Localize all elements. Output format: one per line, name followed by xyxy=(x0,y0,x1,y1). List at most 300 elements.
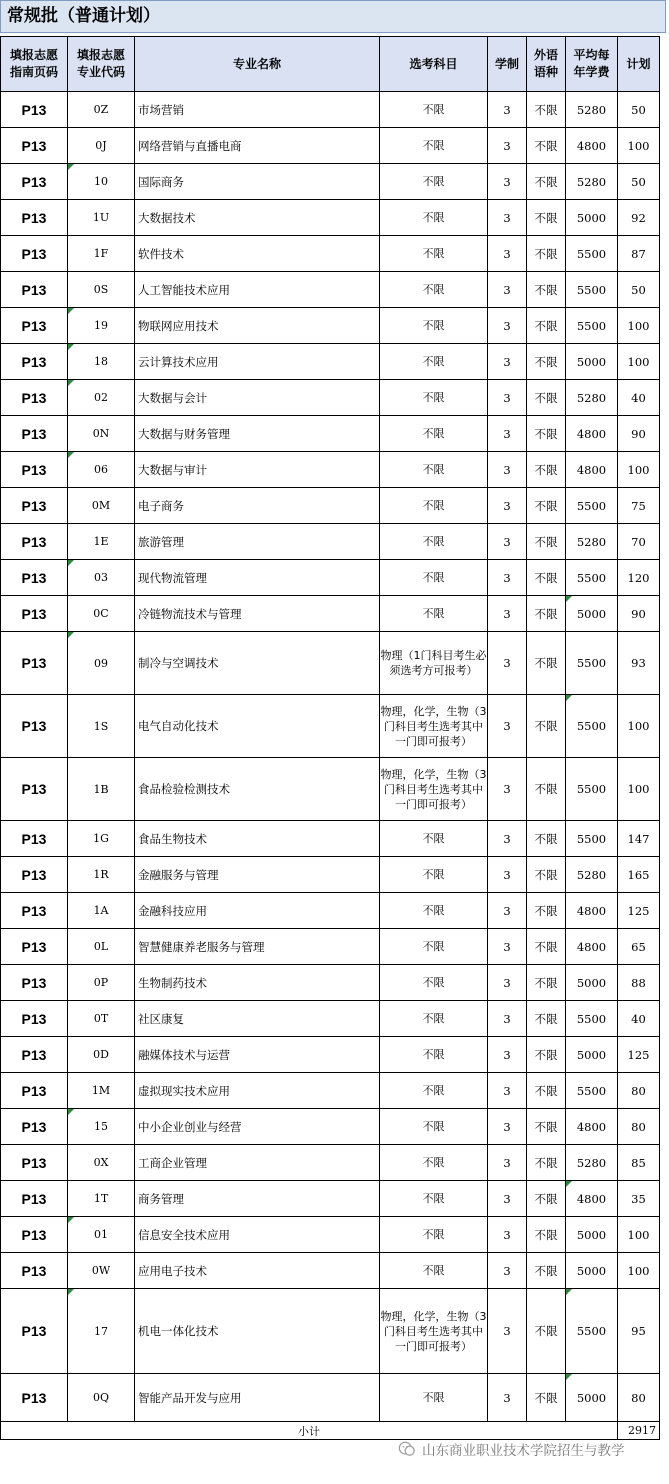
fee-cell: 4800 xyxy=(566,1109,618,1145)
major-code-cell: 0L xyxy=(68,929,135,965)
fee-cell: 5000 xyxy=(566,1217,618,1253)
plan-cell: 100 xyxy=(618,128,660,164)
table-row xyxy=(1,893,660,929)
guide-page-cell: P13 xyxy=(1,308,68,344)
language-cell: 不限 xyxy=(527,821,566,857)
subject-cell: 不限 xyxy=(380,236,488,272)
fee-cell: 5280 xyxy=(566,380,618,416)
years-cell: 3 xyxy=(488,1145,527,1181)
subject-cell: 不限 xyxy=(380,560,488,596)
years-cell: 3 xyxy=(488,695,527,758)
subject-cell: 不限 xyxy=(380,416,488,452)
major-name-cell: 金融科技应用 xyxy=(135,893,380,929)
table-row xyxy=(1,344,660,380)
major-name-cell: 信息安全技术应用 xyxy=(135,1217,380,1253)
table-row xyxy=(1,308,660,344)
guide-page-cell: P13 xyxy=(1,560,68,596)
major-code-cell: 0D xyxy=(68,1037,135,1073)
plan-cell: 90 xyxy=(618,596,660,632)
fee-cell: 4800 xyxy=(566,893,618,929)
major-name-cell: 食品生物技术 xyxy=(135,821,380,857)
plan-cell: 165 xyxy=(618,857,660,893)
years-cell: 3 xyxy=(488,929,527,965)
major-name-cell: 软件技术 xyxy=(135,236,380,272)
subject-cell: 不限 xyxy=(380,308,488,344)
table-row xyxy=(1,758,660,821)
years-cell: 3 xyxy=(488,1181,527,1217)
fee-cell: 5500 xyxy=(566,695,618,758)
years-cell: 3 xyxy=(488,1037,527,1073)
years-cell: 3 xyxy=(488,1217,527,1253)
years-cell: 3 xyxy=(488,416,527,452)
fee-cell: 5000 xyxy=(566,1374,618,1422)
years-cell: 3 xyxy=(488,380,527,416)
years-cell: 3 xyxy=(488,893,527,929)
language-cell: 不限 xyxy=(527,272,566,308)
language-cell: 不限 xyxy=(527,1374,566,1422)
language-cell: 不限 xyxy=(527,857,566,893)
guide-page-cell: P13 xyxy=(1,128,68,164)
header-subject: 选考科目 xyxy=(380,37,488,92)
years-cell: 3 xyxy=(488,596,527,632)
guide-page-cell: P13 xyxy=(1,596,68,632)
plan-cell: 100 xyxy=(618,1253,660,1289)
major-code-cell: 1A xyxy=(68,893,135,929)
table-row xyxy=(1,560,660,596)
years-cell: 3 xyxy=(488,1374,527,1422)
table-header-row xyxy=(1,37,660,92)
major-name-cell: 食品检验检测技术 xyxy=(135,758,380,821)
subject-cell: 不限 xyxy=(380,452,488,488)
major-code-cell: 1F xyxy=(68,236,135,272)
years-cell: 3 xyxy=(488,632,527,695)
language-cell: 不限 xyxy=(527,524,566,560)
major-code-cell: 10 xyxy=(68,164,135,200)
table-row xyxy=(1,416,660,452)
subject-cell: 不限 xyxy=(380,929,488,965)
major-code-cell: 15 xyxy=(68,1109,135,1145)
years-cell: 3 xyxy=(488,452,527,488)
guide-page-cell: P13 xyxy=(1,380,68,416)
guide-page-cell: P13 xyxy=(1,857,68,893)
major-code-cell: 1R xyxy=(68,857,135,893)
table-row xyxy=(1,452,660,488)
fee-cell: 5280 xyxy=(566,1145,618,1181)
fee-cell: 5280 xyxy=(566,164,618,200)
fee-cell: 5000 xyxy=(566,200,618,236)
major-code-cell: 1E xyxy=(68,524,135,560)
plan-cell: 100 xyxy=(618,1217,660,1253)
wechat-icon xyxy=(398,1440,416,1458)
fee-cell: 4800 xyxy=(566,128,618,164)
fee-cell: 4800 xyxy=(566,929,618,965)
language-cell: 不限 xyxy=(527,1217,566,1253)
table-row xyxy=(1,1145,660,1181)
subject-cell: 不限 xyxy=(380,821,488,857)
fee-cell: 5500 xyxy=(566,488,618,524)
language-cell: 不限 xyxy=(527,758,566,821)
enrollment-plan-table xyxy=(0,36,660,1440)
language-cell: 不限 xyxy=(527,1073,566,1109)
fee-cell: 5500 xyxy=(566,1001,618,1037)
plan-cell: 125 xyxy=(618,1037,660,1073)
subject-cell: 不限 xyxy=(380,965,488,1001)
fee-cell: 5500 xyxy=(566,1073,618,1109)
header-major-name: 专业名称 xyxy=(135,37,380,92)
table-row xyxy=(1,488,660,524)
years-cell: 3 xyxy=(488,92,527,128)
guide-page-cell: P13 xyxy=(1,92,68,128)
guide-page-cell: P13 xyxy=(1,695,68,758)
subject-cell: 不限 xyxy=(380,524,488,560)
plan-cell: 75 xyxy=(618,488,660,524)
fee-cell: 5500 xyxy=(566,758,618,821)
page-title: 常规批（普通计划） xyxy=(0,0,666,33)
watermark-text: 山东商业职业技术学院招生与教学 xyxy=(422,1443,625,1459)
plan-cell: 80 xyxy=(618,1109,660,1145)
language-cell: 不限 xyxy=(527,1253,566,1289)
table-row xyxy=(1,92,660,128)
table-row xyxy=(1,1374,660,1422)
major-name-cell: 中小企业创业与经营 xyxy=(135,1109,380,1145)
subject-cell: 不限 xyxy=(380,1109,488,1145)
guide-page-cell: P13 xyxy=(1,821,68,857)
years-cell: 3 xyxy=(488,1073,527,1109)
guide-page-cell: P13 xyxy=(1,1145,68,1181)
plan-cell: 95 xyxy=(618,1289,660,1374)
major-name-cell: 现代物流管理 xyxy=(135,560,380,596)
years-cell: 3 xyxy=(488,758,527,821)
fee-cell: 5500 xyxy=(566,272,618,308)
guide-page-cell: P13 xyxy=(1,452,68,488)
subject-cell: 不限 xyxy=(380,1001,488,1037)
language-cell: 不限 xyxy=(527,596,566,632)
watermark xyxy=(398,1437,625,1461)
subject-cell: 不限 xyxy=(380,596,488,632)
guide-page-cell: P13 xyxy=(1,929,68,965)
plan-cell: 100 xyxy=(618,344,660,380)
header-language: 外语语种 xyxy=(527,37,566,92)
subject-cell: 不限 xyxy=(380,380,488,416)
language-cell: 不限 xyxy=(527,1289,566,1374)
guide-page-cell: P13 xyxy=(1,524,68,560)
table-row xyxy=(1,695,660,758)
subject-cell: 不限 xyxy=(380,1145,488,1181)
guide-page-cell: P13 xyxy=(1,272,68,308)
guide-page-cell: P13 xyxy=(1,1217,68,1253)
plan-cell: 80 xyxy=(618,1374,660,1422)
major-code-cell: 06 xyxy=(68,452,135,488)
fee-cell: 5000 xyxy=(566,1253,618,1289)
language-cell: 不限 xyxy=(527,560,566,596)
guide-page-cell: P13 xyxy=(1,758,68,821)
language-cell: 不限 xyxy=(527,92,566,128)
table-body xyxy=(1,92,660,1422)
guide-page-cell: P13 xyxy=(1,164,68,200)
plan-cell: 50 xyxy=(618,92,660,128)
guide-page-cell: P13 xyxy=(1,893,68,929)
major-name-cell: 工商企业管理 xyxy=(135,1145,380,1181)
guide-page-cell: P13 xyxy=(1,1109,68,1145)
major-code-cell: 17 xyxy=(68,1289,135,1374)
plan-cell: 100 xyxy=(618,452,660,488)
fee-cell: 4800 xyxy=(566,416,618,452)
table-row xyxy=(1,596,660,632)
years-cell: 3 xyxy=(488,272,527,308)
major-name-cell: 大数据与会计 xyxy=(135,380,380,416)
plan-cell: 70 xyxy=(618,524,660,560)
fee-cell: 5500 xyxy=(566,632,618,695)
plan-cell: 90 xyxy=(618,416,660,452)
table-row xyxy=(1,1037,660,1073)
plan-cell: 35 xyxy=(618,1181,660,1217)
major-code-cell: 1B xyxy=(68,758,135,821)
fee-cell: 5280 xyxy=(566,857,618,893)
major-name-cell: 智慧健康养老服务与管理 xyxy=(135,929,380,965)
years-cell: 3 xyxy=(488,857,527,893)
guide-page-cell: P13 xyxy=(1,1001,68,1037)
major-code-cell: 0S xyxy=(68,272,135,308)
plan-cell: 65 xyxy=(618,929,660,965)
years-cell: 3 xyxy=(488,1289,527,1374)
guide-page-cell: P13 xyxy=(1,632,68,695)
major-code-cell: 0Z xyxy=(68,92,135,128)
table-row xyxy=(1,236,660,272)
table-row xyxy=(1,632,660,695)
language-cell: 不限 xyxy=(527,695,566,758)
years-cell: 3 xyxy=(488,164,527,200)
major-name-cell: 电气自动化技术 xyxy=(135,695,380,758)
table-row xyxy=(1,128,660,164)
language-cell: 不限 xyxy=(527,452,566,488)
table-row xyxy=(1,1217,660,1253)
subject-cell: 不限 xyxy=(380,272,488,308)
major-code-cell: 19 xyxy=(68,308,135,344)
major-name-cell: 人工智能技术应用 xyxy=(135,272,380,308)
guide-page-cell: P13 xyxy=(1,236,68,272)
subject-cell: 不限 xyxy=(380,1181,488,1217)
years-cell: 3 xyxy=(488,560,527,596)
subject-cell: 物理（1门科目考生必须选考方可报考） xyxy=(380,632,488,695)
major-name-cell: 金融服务与管理 xyxy=(135,857,380,893)
subject-cell: 不限 xyxy=(380,1253,488,1289)
language-cell: 不限 xyxy=(527,236,566,272)
major-name-cell: 制冷与空调技术 xyxy=(135,632,380,695)
plan-cell: 92 xyxy=(618,200,660,236)
language-cell: 不限 xyxy=(527,200,566,236)
years-cell: 3 xyxy=(488,344,527,380)
subject-cell: 不限 xyxy=(380,1073,488,1109)
years-cell: 3 xyxy=(488,308,527,344)
plan-cell: 100 xyxy=(618,758,660,821)
major-code-cell: 0T xyxy=(68,1001,135,1037)
major-code-cell: 0J xyxy=(68,128,135,164)
major-name-cell: 物联网应用技术 xyxy=(135,308,380,344)
subtotal-value: 2917 xyxy=(618,1422,660,1440)
header-major-code: 填报志愿专业代码 xyxy=(68,37,135,92)
language-cell: 不限 xyxy=(527,308,566,344)
language-cell: 不限 xyxy=(527,128,566,164)
guide-page-cell: P13 xyxy=(1,965,68,1001)
guide-page-cell: P13 xyxy=(1,1037,68,1073)
fee-cell: 5500 xyxy=(566,308,618,344)
subject-cell: 物理，化学，生物（3门科目考生选考其中一门即可报考） xyxy=(380,695,488,758)
major-name-cell: 生物制药技术 xyxy=(135,965,380,1001)
fee-cell: 4800 xyxy=(566,452,618,488)
subject-cell: 物理，化学，生物（3门科目考生选考其中一门即可报考） xyxy=(380,1289,488,1374)
subject-cell: 不限 xyxy=(380,488,488,524)
major-name-cell: 冷链物流技术与管理 xyxy=(135,596,380,632)
fee-cell: 5500 xyxy=(566,821,618,857)
years-cell: 3 xyxy=(488,965,527,1001)
fee-cell: 4800 xyxy=(566,1181,618,1217)
subject-cell: 不限 xyxy=(380,893,488,929)
fee-cell: 5500 xyxy=(566,1289,618,1374)
major-code-cell: 01 xyxy=(68,1217,135,1253)
plan-cell: 80 xyxy=(618,1073,660,1109)
major-code-cell: 0P xyxy=(68,965,135,1001)
years-cell: 3 xyxy=(488,1109,527,1145)
subject-cell: 不限 xyxy=(380,92,488,128)
major-name-cell: 大数据与审计 xyxy=(135,452,380,488)
language-cell: 不限 xyxy=(527,1001,566,1037)
major-code-cell: 0Q xyxy=(68,1374,135,1422)
table-row xyxy=(1,965,660,1001)
major-name-cell: 大数据技术 xyxy=(135,200,380,236)
subject-cell: 不限 xyxy=(380,1217,488,1253)
plan-cell: 120 xyxy=(618,560,660,596)
major-name-cell: 云计算技术应用 xyxy=(135,344,380,380)
guide-page-cell: P13 xyxy=(1,416,68,452)
language-cell: 不限 xyxy=(527,416,566,452)
years-cell: 3 xyxy=(488,128,527,164)
header-plan: 计划 xyxy=(618,37,660,92)
major-code-cell: 1M xyxy=(68,1073,135,1109)
major-name-cell: 虚拟现实技术应用 xyxy=(135,1073,380,1109)
major-name-cell: 融媒体技术与运营 xyxy=(135,1037,380,1073)
plan-cell: 100 xyxy=(618,695,660,758)
plan-cell: 147 xyxy=(618,821,660,857)
major-code-cell: 09 xyxy=(68,632,135,695)
language-cell: 不限 xyxy=(527,893,566,929)
header-guide-page: 填报志愿指南页码 xyxy=(1,37,68,92)
plan-cell: 87 xyxy=(618,236,660,272)
guide-page-cell: P13 xyxy=(1,344,68,380)
subject-cell: 不限 xyxy=(380,1374,488,1422)
table-row xyxy=(1,821,660,857)
major-code-cell: 1T xyxy=(68,1181,135,1217)
years-cell: 3 xyxy=(488,200,527,236)
language-cell: 不限 xyxy=(527,380,566,416)
guide-page-cell: P13 xyxy=(1,1073,68,1109)
major-code-cell: 02 xyxy=(68,380,135,416)
major-code-cell: 1U xyxy=(68,200,135,236)
table-row xyxy=(1,1289,660,1374)
table-row xyxy=(1,1253,660,1289)
plan-cell: 88 xyxy=(618,965,660,1001)
language-cell: 不限 xyxy=(527,344,566,380)
fee-cell: 5500 xyxy=(566,560,618,596)
major-code-cell: 0W xyxy=(68,1253,135,1289)
language-cell: 不限 xyxy=(527,1109,566,1145)
header-years: 学制 xyxy=(488,37,527,92)
subject-cell: 不限 xyxy=(380,200,488,236)
years-cell: 3 xyxy=(488,488,527,524)
subject-cell: 不限 xyxy=(380,128,488,164)
table-row xyxy=(1,200,660,236)
language-cell: 不限 xyxy=(527,488,566,524)
major-code-cell: 1G xyxy=(68,821,135,857)
subject-cell: 不限 xyxy=(380,164,488,200)
plan-cell: 85 xyxy=(618,1145,660,1181)
fee-cell: 5280 xyxy=(566,524,618,560)
table-row xyxy=(1,1073,660,1109)
table-row xyxy=(1,164,660,200)
subject-cell: 不限 xyxy=(380,1037,488,1073)
table-row xyxy=(1,524,660,560)
subtotal-label: 小计 xyxy=(1,1422,618,1440)
plan-cell: 100 xyxy=(618,308,660,344)
years-cell: 3 xyxy=(488,236,527,272)
table-row xyxy=(1,1181,660,1217)
major-name-cell: 社区康复 xyxy=(135,1001,380,1037)
major-name-cell: 网络营销与直播电商 xyxy=(135,128,380,164)
language-cell: 不限 xyxy=(527,1181,566,1217)
fee-cell: 5500 xyxy=(566,236,618,272)
language-cell: 不限 xyxy=(527,632,566,695)
guide-page-cell: P13 xyxy=(1,1253,68,1289)
subject-cell: 不限 xyxy=(380,857,488,893)
major-name-cell: 电子商务 xyxy=(135,488,380,524)
guide-page-cell: P13 xyxy=(1,488,68,524)
table-row xyxy=(1,857,660,893)
major-code-cell: 0C xyxy=(68,596,135,632)
fee-cell: 5000 xyxy=(566,596,618,632)
fee-cell: 5000 xyxy=(566,965,618,1001)
table-row xyxy=(1,1001,660,1037)
plan-cell: 40 xyxy=(618,1001,660,1037)
major-code-cell: 18 xyxy=(68,344,135,380)
major-name-cell: 应用电子技术 xyxy=(135,1253,380,1289)
language-cell: 不限 xyxy=(527,965,566,1001)
years-cell: 3 xyxy=(488,821,527,857)
major-code-cell: 0M xyxy=(68,488,135,524)
fee-cell: 5000 xyxy=(566,1037,618,1073)
major-code-cell: 03 xyxy=(68,560,135,596)
plan-cell: 50 xyxy=(618,272,660,308)
header-fee: 平均每年学费 xyxy=(566,37,618,92)
major-code-cell: 0X xyxy=(68,1145,135,1181)
years-cell: 3 xyxy=(488,524,527,560)
major-name-cell: 市场营销 xyxy=(135,92,380,128)
table-row xyxy=(1,1109,660,1145)
major-code-cell: 1S xyxy=(68,695,135,758)
plan-cell: 40 xyxy=(618,380,660,416)
major-name-cell: 国际商务 xyxy=(135,164,380,200)
language-cell: 不限 xyxy=(527,164,566,200)
years-cell: 3 xyxy=(488,1253,527,1289)
table-row xyxy=(1,380,660,416)
guide-page-cell: P13 xyxy=(1,1374,68,1422)
language-cell: 不限 xyxy=(527,929,566,965)
years-cell: 3 xyxy=(488,1001,527,1037)
fee-cell: 5000 xyxy=(566,344,618,380)
plan-cell: 93 xyxy=(618,632,660,695)
subject-cell: 物理，化学，生物（3门科目考生选考其中一门即可报考） xyxy=(380,758,488,821)
guide-page-cell: P13 xyxy=(1,200,68,236)
language-cell: 不限 xyxy=(527,1037,566,1073)
subject-cell: 不限 xyxy=(380,344,488,380)
